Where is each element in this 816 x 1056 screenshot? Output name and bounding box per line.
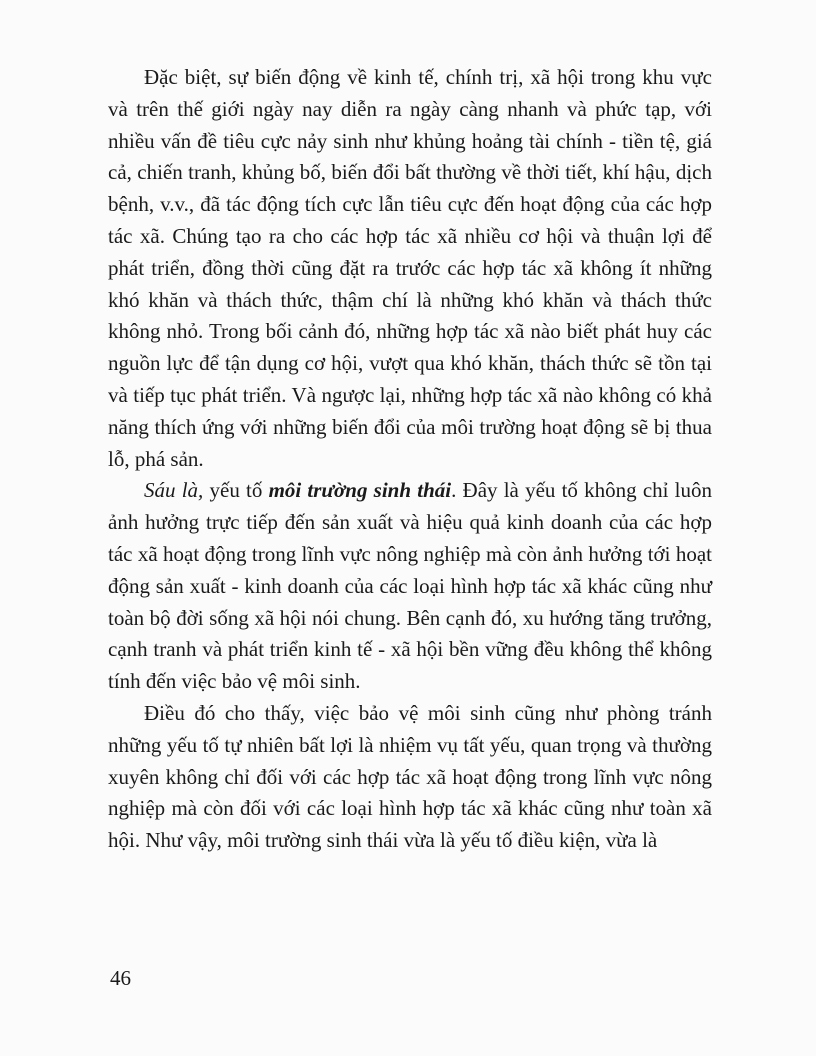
paragraph-text-rest: . Đây là yếu tố không chỉ luôn ảnh hưởng trực tiếp đến sản xuất và hiệu quả kinh doanh của các hợp tác xã hoạt động trong lĩnh vực nông nghiệp mà còn ảnh hưởng tới hoạt động sản xuất - kinh doanh của các loại hình hợp tác xã khác cũng như toàn bộ đời sống xã hội nói chung. Bên cạnh đó, xu hướng tăng trưởng, cạnh tranh và phát triển kinh tế - xã hội bền vững đều không thể không tính đến việc bảo vệ môi sinh. (108, 478, 713, 694)
paragraph-ecological-environment (108, 475, 712, 698)
paragraph-text-before-emphasis: yếu tố (203, 478, 269, 503)
emphasized-term: môi trường sinh thái (268, 478, 452, 503)
paragraph-economic-changes: Đặc biệt, sự biến động về kinh tế, chính trị, xã hội trong khu vực và trên thế giới ngày nay diễn ra ngày càng nhanh và phức tạp, với nhiều vấn đề tiêu cực nảy sinh như khủng hoảng tài chính - tiền tệ, giá cả, chiến tranh, khủng bố, biến đổi bất thường về thời tiết, khí hậu, dịch bệnh, v.v., đã tác động tích cực lẫn tiêu cực đến hoạt động của các hợp tác xã. Chúng tạo ra cho các hợp tác xã nhiều cơ hội và thuận lợi để phát triển, đồng thời cũng đặt ra trước các hợp tác xã không ít những khó khăn và thách thức, thậm chí là những khó khăn và thách thức không nhỏ. Trong bối cảnh đó, những hợp tác xã nào biết phát huy các nguồn lực để tận dụng cơ hội, vượt qua khó khăn, thách thức sẽ tồn tại và tiếp tục phát triển. Và ngược lại, những hợp tác xã nào không có khả năng thích ứng với những biến đổi của môi trường hoạt động sẽ bị thua lỗ, phá sản. (108, 65, 712, 471)
paragraph-environmental-protection: Điều đó cho thấy, việc bảo vệ môi sinh cũng như phòng tránh những yếu tố tự nhiên bất lợi là nhiệm vụ tất yếu, quan trọng và thường xuyên không chỉ đối với các hợp tác xã hoạt động trong lĩnh vực nông nghiệp mà còn đối với các loại hình hợp tác xã khác cũng như toàn xã hội. Như vậy, môi trường sinh thái vừa là yếu tố điều kiện, vừa là (108, 700, 712, 853)
page-number: 46 (110, 966, 131, 990)
section-lead-sau-la: Sáu là, (144, 478, 204, 503)
document-page (108, 62, 712, 857)
